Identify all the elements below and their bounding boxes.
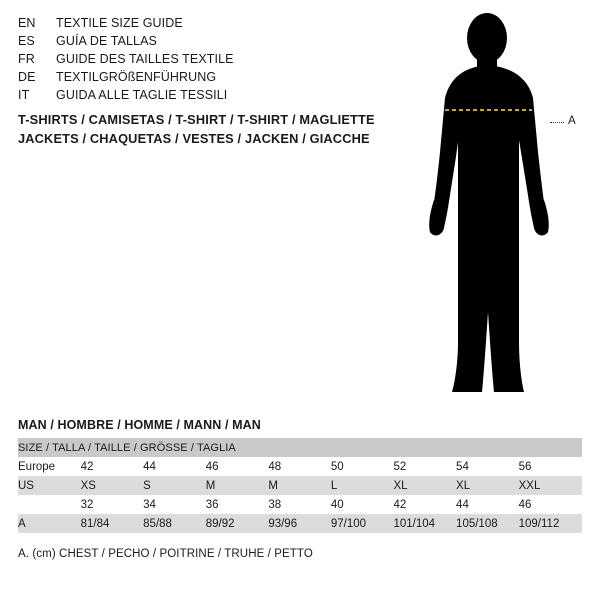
table-row bbox=[18, 457, 582, 476]
cell: 34 bbox=[143, 495, 206, 514]
language-text: GUIDE DES TAILLES TEXTILE bbox=[56, 52, 234, 66]
table-row bbox=[18, 476, 582, 495]
language-text: GUÍA DE TALLAS bbox=[56, 34, 157, 48]
cell: 109/112 bbox=[519, 514, 582, 533]
language-row bbox=[18, 70, 398, 88]
cell: XL bbox=[456, 476, 519, 495]
cell: 89/92 bbox=[206, 514, 269, 533]
cell: M bbox=[206, 476, 269, 495]
language-text: TEXTILE SIZE GUIDE bbox=[56, 16, 183, 30]
row-label: A bbox=[18, 514, 81, 533]
cell: 38 bbox=[268, 495, 331, 514]
silhouette-icon bbox=[400, 12, 600, 402]
language-code: ES bbox=[18, 34, 35, 48]
category-line-jackets: JACKETS / CHAQUETAS / VESTES / JACKEN / GIACCHE bbox=[18, 131, 370, 146]
cell: 54 bbox=[456, 457, 519, 476]
cell: XL bbox=[393, 476, 456, 495]
measure-leader-line bbox=[550, 122, 564, 123]
cell: 36 bbox=[206, 495, 269, 514]
cell: 44 bbox=[456, 495, 519, 514]
footnote: A. (cm) CHEST / PECHO / POITRINE / TRUHE / PETTO bbox=[18, 548, 313, 560]
cell: XS bbox=[81, 476, 144, 495]
row-label bbox=[18, 495, 81, 514]
table-title: MAN / HOMBRE / HOMME / MANN / MAN bbox=[18, 418, 261, 432]
language-row bbox=[18, 88, 398, 106]
cell: 48 bbox=[268, 457, 331, 476]
table-header-row bbox=[18, 438, 582, 457]
language-code: EN bbox=[18, 16, 36, 30]
cell: L bbox=[331, 476, 394, 495]
cell: 32 bbox=[81, 495, 144, 514]
language-code: FR bbox=[18, 52, 35, 66]
cell: 40 bbox=[331, 495, 394, 514]
category-line-tshirts: T-SHIRTS / CAMISETAS / T-SHIRT / T-SHIRT / MAGLIETTE bbox=[18, 112, 375, 127]
cell: 46 bbox=[519, 495, 582, 514]
language-text: GUIDA ALLE TAGLIE TESSILI bbox=[56, 88, 228, 102]
table-row bbox=[18, 514, 582, 533]
cell: 85/88 bbox=[143, 514, 206, 533]
cell: 42 bbox=[81, 457, 144, 476]
cell: 101/104 bbox=[393, 514, 456, 533]
cell: 50 bbox=[331, 457, 394, 476]
male-silhouette-figure bbox=[400, 12, 600, 402]
cell: 81/84 bbox=[81, 514, 144, 533]
cell: 52 bbox=[393, 457, 456, 476]
table-header-label: SIZE / TALLA / TAILLE / GRÖSSE / TAGLIA bbox=[18, 438, 582, 457]
language-code: DE bbox=[18, 70, 36, 84]
language-text: TEXTILGRÖßENFÜHRUNG bbox=[56, 70, 217, 84]
row-label: US bbox=[18, 476, 81, 495]
cell: M bbox=[268, 476, 331, 495]
cell: 42 bbox=[393, 495, 456, 514]
language-row bbox=[18, 34, 398, 52]
cell: S bbox=[143, 476, 206, 495]
row-label: Europe bbox=[18, 457, 81, 476]
measure-label-a: A bbox=[568, 115, 576, 127]
cell: 97/100 bbox=[331, 514, 394, 533]
cell: 44 bbox=[143, 457, 206, 476]
cell: 46 bbox=[206, 457, 269, 476]
table-row bbox=[18, 495, 582, 514]
language-row bbox=[18, 52, 398, 70]
cell: 56 bbox=[519, 457, 582, 476]
size-table bbox=[18, 438, 582, 533]
cell: XXL bbox=[519, 476, 582, 495]
language-header-block bbox=[18, 16, 398, 106]
language-row bbox=[18, 16, 398, 34]
language-code: IT bbox=[18, 88, 30, 102]
cell: 105/108 bbox=[456, 514, 519, 533]
size-table-area bbox=[18, 418, 582, 533]
cell: 93/96 bbox=[268, 514, 331, 533]
category-block bbox=[18, 110, 438, 148]
